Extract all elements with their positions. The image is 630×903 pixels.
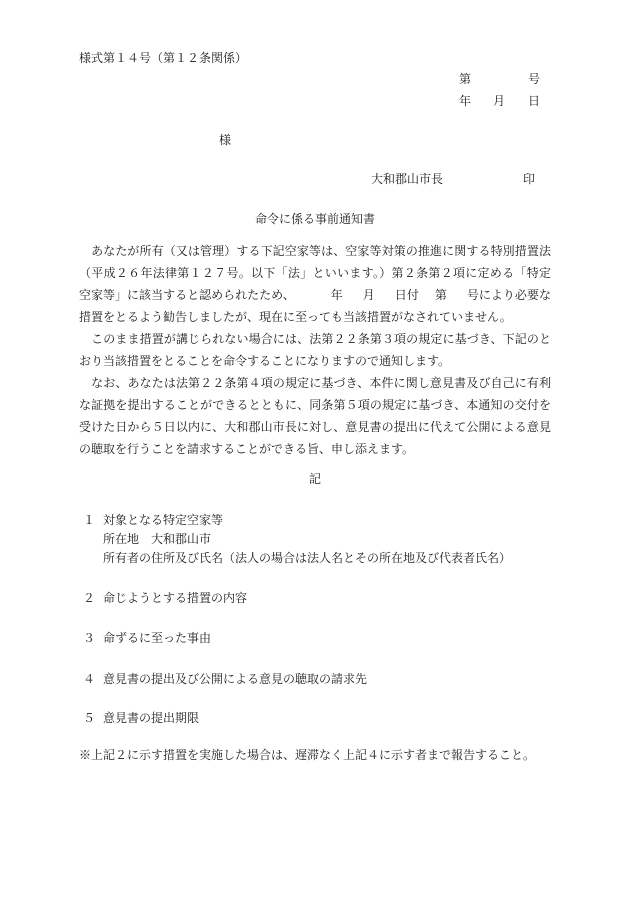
para3-text: なお、あなたは法第２２条第４項の規定に基づき、本件に関し意見書及び自己に有利な証拠を提出することができるとともに、同条第５項の規定に基づき、本通知の交付を受けた日から５日以内に、大和郡山市長に対し、意見書の提出に代えて公開による意見の聴取を行うことを請求することができる旨、申し添えます。 [79,376,551,456]
date-day: 日 [528,94,541,108]
item-5-number: ５ [83,711,96,725]
para1-date-suffix: 日付 [394,288,419,302]
document-title: 命令に係る事前通知書 [254,212,375,226]
item-3-label: 命ずるに至った事由 [103,631,212,645]
item-4-label: 意見書の提出及び公開による意見の聴取の請求先 [103,672,368,686]
body-paragraph-3 [79,372,551,460]
date-year: 年 [459,94,472,108]
item-1-owner: 所有者の住所及び氏名（法人の場合は法人名とその所在地及び代表者氏名） [103,551,512,565]
body-paragraph-2 [79,328,551,372]
ref-go: 号 [528,72,541,86]
item-3-number: ３ [83,631,96,645]
addressee-sama: 様 [219,133,232,147]
footnote: ※上記２に示す措置を実施した場合は、遅滞なく上記４に示す者まで報告すること。 [79,748,536,762]
item-1-number: １ [83,513,96,527]
para1-text-b: 号により必要な措置をとるよう勧告しましたが、現在に至っても当該措置がなされていません。 [79,288,551,324]
ref-dai: 第 [459,72,472,86]
item-2-label: 命じようとする措置の内容 [103,591,248,605]
issuer-seal: 印 [523,172,536,186]
para1-text-a: あなたが所有（又は管理）する下記空家等は、空家等対策の推進に関する特別措置法（平成２６年法律第１２７号。以下「法」といいます。）第２条第２項に定める「特定空家等」に該当すると認められたため、 [79,244,551,302]
para2-text: このまま措置が講じられない場合には、法第２２条第３項の規定に基づき、下記のとおり当該措置をとることを命令することになりますので通知します。 [79,332,551,368]
body-paragraph-1 [79,240,551,328]
item-1-location: 所在地 大和郡山市 [103,532,212,546]
date-month: 月 [493,94,506,108]
issuer-name: 大和郡山市長 [371,172,444,186]
para1-year: 年 [330,288,343,302]
item-4-number: ４ [83,672,96,686]
item-2-number: ２ [83,591,96,605]
item-1-label: 対象となる特定空家等 [103,513,224,527]
para1-month: 月 [362,288,375,302]
para1-dai: 第 [434,288,447,302]
form-label: 様式第１４号（第１２条関係） [79,51,248,65]
item-5-label: 意見書の提出期限 [103,711,200,725]
ki-heading: 記 [308,472,321,486]
